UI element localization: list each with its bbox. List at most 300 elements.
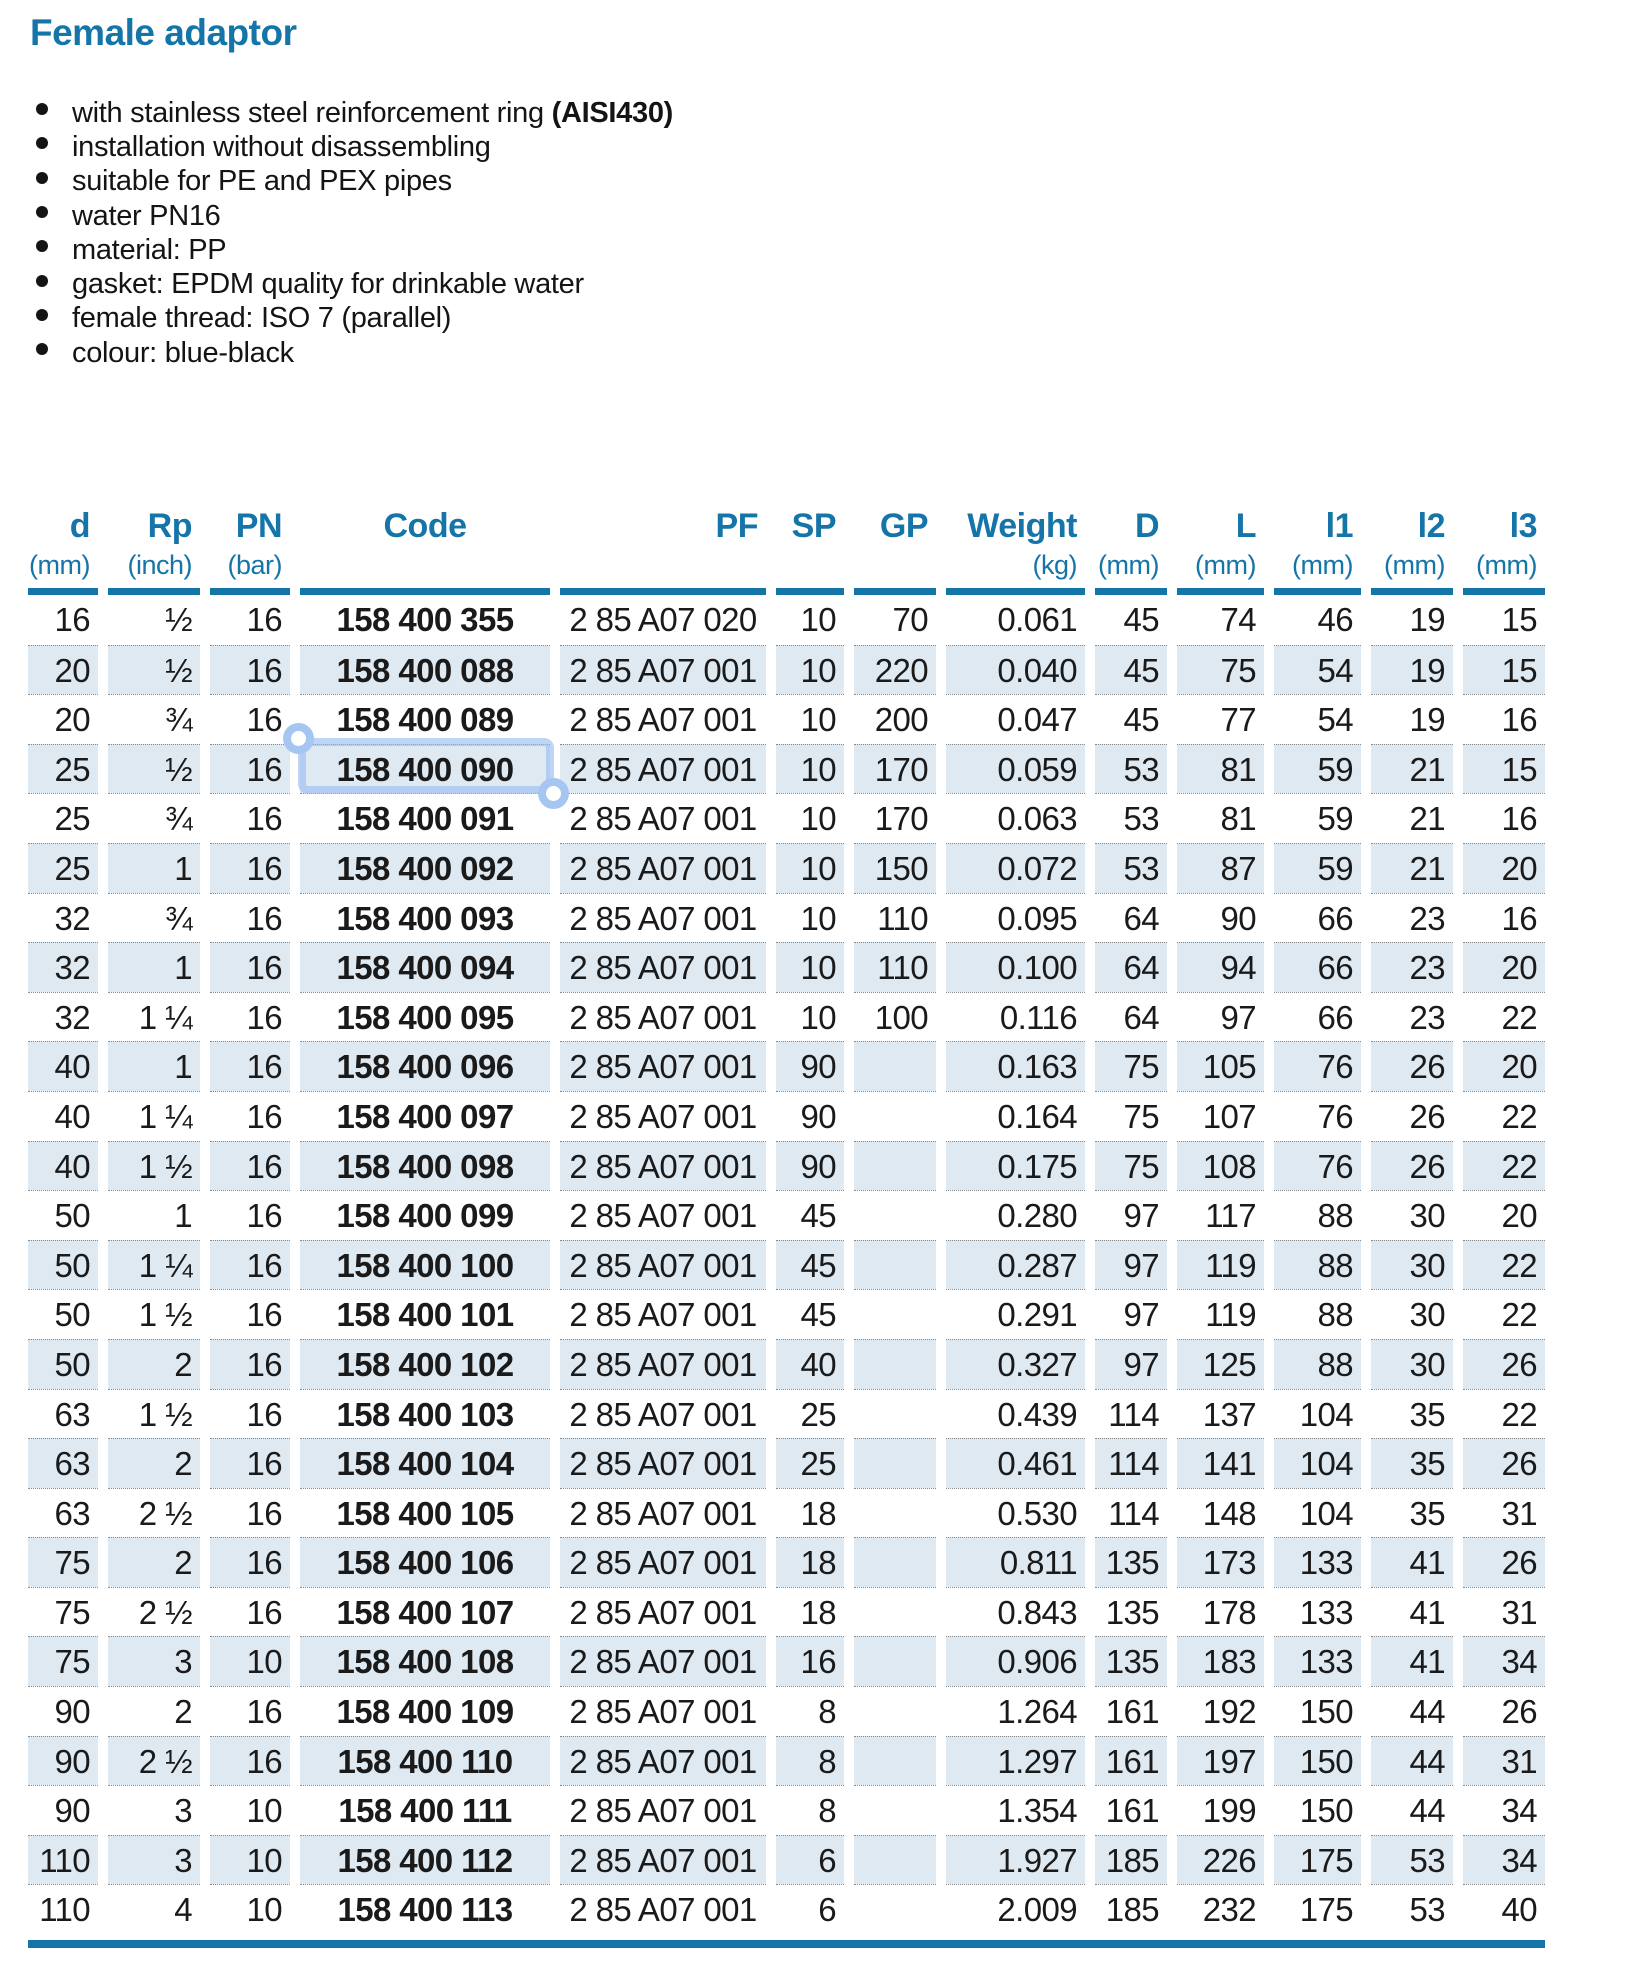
table-cell: 16 <box>210 1736 290 1786</box>
table-cell: 31 <box>1463 1736 1545 1786</box>
feature-text-wrap <box>72 268 584 301</box>
table-cell: 158 400 112 <box>300 1835 550 1885</box>
table-cell: 8 <box>776 1785 844 1835</box>
table-cell: 26 <box>1463 1537 1545 1587</box>
table-cell: 45 <box>1123 601 1159 638</box>
table-cell: 21 <box>1371 744 1453 794</box>
feature-text: colour: blue-black <box>72 336 294 369</box>
table-cell: 185 <box>1095 1884 1167 1934</box>
table-cell: 6 <box>776 1884 844 1934</box>
table-cell <box>854 1190 936 1240</box>
table-cell: 0.164 <box>946 1091 1085 1141</box>
table-cell: 192 <box>1177 1686 1264 1736</box>
selection-handle-top-left[interactable] <box>283 723 314 754</box>
table-cell: 19 <box>1371 645 1453 695</box>
table-cell: 25 <box>776 1438 844 1488</box>
table-cell: 26 <box>1463 1339 1545 1389</box>
table-cell: 100 <box>854 992 936 1042</box>
column-label: l2 <box>1417 507 1445 545</box>
table-cell: 88 <box>1274 1190 1361 1240</box>
table-cell: 1 ¼ <box>108 992 200 1042</box>
table-cell: 1 ½ <box>108 1389 200 1439</box>
table-row <box>28 843 1545 893</box>
table-cell: 22 <box>1463 1389 1545 1439</box>
table-cell: 21 <box>1371 843 1453 893</box>
feature-text: with stainless steel reinforcement ring <box>72 96 552 129</box>
table-cell: 2 85 A07 001 <box>560 992 766 1042</box>
table-cell: 3 <box>108 1785 200 1835</box>
table-cell: 90 <box>28 1785 98 1835</box>
table-cell: 4 <box>108 1884 200 1934</box>
table-cell: 90 <box>776 1091 844 1141</box>
table-cell: 173 <box>1177 1537 1264 1587</box>
feature-item <box>32 199 673 233</box>
table-cell: 81 <box>1177 793 1264 843</box>
column-unit: (mm) <box>1292 550 1353 580</box>
column-unit: (mm) <box>29 550 90 580</box>
table-cell <box>854 1587 936 1637</box>
table-cell: 158 400 110 <box>300 1736 550 1786</box>
table-cell: 22 <box>1463 1141 1545 1191</box>
table-cell: 88 <box>1274 1289 1361 1339</box>
table-cell: 114 <box>1095 1488 1167 1538</box>
table-cell: 148 <box>1177 1488 1264 1538</box>
table-row <box>28 1884 1545 1934</box>
feature-text-bold: (AISI430) <box>551 96 674 129</box>
table-cell: 20 <box>1463 843 1545 893</box>
bullet-icon <box>36 275 48 287</box>
table-cell: 97 <box>1095 1339 1167 1389</box>
table-cell: 2 85 A07 001 <box>560 1339 766 1389</box>
table-cell: 10 <box>776 893 844 943</box>
column-header <box>776 506 844 595</box>
table-cell: 16 <box>210 1438 290 1488</box>
table-cell: 97 <box>1177 992 1264 1042</box>
table-cell: ½ <box>165 601 192 638</box>
table-cell: 76 <box>1274 1041 1361 1091</box>
table-cell: 59 <box>1274 744 1361 794</box>
table-cell: 41 <box>1371 1636 1453 1686</box>
table-cell: 0.100 <box>946 942 1085 992</box>
table-cell: 104 <box>1274 1488 1361 1538</box>
table-cell: 3 <box>108 1636 200 1686</box>
table-cell: 97 <box>1095 1190 1167 1240</box>
table-cell: 1 ¼ <box>108 1240 200 1290</box>
table-cell: 1 ½ <box>108 1289 200 1339</box>
selection-handle-bottom-right[interactable] <box>538 778 569 809</box>
column-unit <box>776 548 836 582</box>
table-cell: 175 <box>1274 1835 1361 1885</box>
table-cell: 119 <box>1177 1289 1264 1339</box>
table-cell: 8 <box>776 1686 844 1736</box>
table-cell: 35 <box>1371 1488 1453 1538</box>
table-cell: 23 <box>1371 992 1453 1042</box>
table-cell: 137 <box>1177 1389 1264 1439</box>
table-cell: 200 <box>854 694 936 744</box>
table-cell: 64 <box>1095 992 1167 1042</box>
table-cell: 16 <box>210 1686 290 1736</box>
table-row <box>28 694 1545 744</box>
table-row <box>28 1835 1545 1885</box>
table-cell: 18 <box>776 1587 844 1637</box>
table-cell: 10 <box>776 992 844 1042</box>
table-cell: 158 400 093 <box>300 893 550 943</box>
table-cell: 40 <box>776 1339 844 1389</box>
table-cell: 16 <box>210 843 290 893</box>
table-cell: 54 <box>1274 645 1361 695</box>
table-cell: 135 <box>1095 1587 1167 1637</box>
table-cell: 170 <box>854 793 936 843</box>
table-cell: 158 400 095 <box>300 992 550 1042</box>
table-cell: 161 <box>1095 1785 1167 1835</box>
table-cell: 75 <box>1095 1041 1167 1091</box>
table-cell: 41 <box>1371 1537 1453 1587</box>
table-cell: 41 <box>1371 1587 1453 1637</box>
table-row <box>28 1587 1545 1637</box>
column-unit: (mm) <box>1384 550 1445 580</box>
table-cell: 175 <box>1274 1884 1361 1934</box>
table-cell: ¾ <box>108 793 200 843</box>
table-cell: 76 <box>1274 1091 1361 1141</box>
table-cell: 77 <box>1177 694 1264 744</box>
bullet-icon <box>36 172 48 184</box>
table-cell: 25 <box>28 843 98 893</box>
feature-text-wrap <box>72 97 673 130</box>
table-cell <box>854 1686 936 1736</box>
table-cell: 16 <box>210 1041 290 1091</box>
table-cell: 66 <box>1274 992 1361 1042</box>
column-label: l1 <box>1325 507 1353 545</box>
table-cell: 0.116 <box>946 992 1085 1042</box>
table-cell: 197 <box>1177 1736 1264 1786</box>
table-cell: 30 <box>1371 1289 1453 1339</box>
table-cell: 2 85 A07 001 <box>560 793 766 843</box>
table-row <box>28 1736 1545 1786</box>
table-cell: 53 <box>1371 1884 1453 1934</box>
table-cell: 53 <box>1095 843 1167 893</box>
table-cell: 94 <box>1177 942 1264 992</box>
table-cell: 16 <box>210 793 290 843</box>
column-unit: (mm) <box>1098 550 1159 580</box>
table-cell: 158 400 109 <box>300 1686 550 1736</box>
table-cell: 31 <box>1463 1488 1545 1538</box>
table-cell: 158 400 089 <box>300 694 550 744</box>
table-cell: 20 <box>1463 942 1545 992</box>
column-header <box>1463 506 1545 595</box>
table-row <box>28 1041 1545 1091</box>
selection-box[interactable] <box>298 738 554 794</box>
table-cell: 2 85 A07 001 <box>560 942 766 992</box>
table-cell: 150 <box>1274 1686 1361 1736</box>
column-header <box>1177 506 1264 595</box>
table-cell: 0.095 <box>946 893 1085 943</box>
table-cell <box>854 1289 936 1339</box>
table-cell: 2 85 A07 001 <box>560 744 766 794</box>
table-cell: 15 <box>1463 744 1545 794</box>
column-label: Weight <box>967 507 1077 545</box>
table-cell: 2 85 A07 001 <box>560 893 766 943</box>
table-cell: 19 <box>1371 694 1453 744</box>
table-row <box>28 1389 1545 1439</box>
table-cell: 2 <box>108 1537 200 1587</box>
table-cell: 45 <box>776 1190 844 1240</box>
table-cell: 158 400 096 <box>300 1041 550 1091</box>
table-cell: 158 400 103 <box>300 1389 550 1439</box>
table-row <box>28 1190 1545 1240</box>
table-cell: 44 <box>1371 1686 1453 1736</box>
table-cell <box>854 1141 936 1191</box>
table-row <box>28 942 1545 992</box>
table-cell: 104 <box>1274 1389 1361 1439</box>
table-cell: 16 <box>1463 694 1545 744</box>
feature-text: water PN16 <box>72 199 221 232</box>
table-cell: 2 85 A07 020 <box>569 601 757 638</box>
table-cell: 2 85 A07 001 <box>560 1289 766 1339</box>
table-cell: 3 <box>108 1835 200 1885</box>
table-cell: 0.291 <box>946 1289 1085 1339</box>
table-cell: ¾ <box>108 694 200 744</box>
table-cell: 45 <box>1095 694 1167 744</box>
feature-text-wrap <box>72 234 226 267</box>
table-cell: 35 <box>1371 1438 1453 1488</box>
table-cell <box>854 1091 936 1141</box>
column-unit <box>560 548 758 582</box>
table-cell: 75 <box>1095 1141 1167 1191</box>
table-cell: 2 85 A07 001 <box>560 1141 766 1191</box>
table-cell: 0.530 <box>946 1488 1085 1538</box>
column-unit <box>854 548 928 582</box>
table-cell: 2 ½ <box>108 1736 200 1786</box>
column-header <box>1371 506 1453 595</box>
table-cell: 97 <box>1095 1240 1167 1290</box>
table-cell: 2 85 A07 001 <box>560 694 766 744</box>
column-header <box>854 506 936 595</box>
table-cell: 34 <box>1463 1835 1545 1885</box>
table-cell: 16 <box>210 694 290 744</box>
table-cell: 135 <box>1095 1537 1167 1587</box>
table-cell: 16 <box>210 1141 290 1191</box>
table-header-row <box>28 506 1545 595</box>
table-cell: 2 85 A07 001 <box>560 1438 766 1488</box>
table-cell: 0.811 <box>946 1537 1085 1587</box>
table-cell: 16 <box>776 1636 844 1686</box>
table-cell: 6 <box>776 1835 844 1885</box>
table-cell: 150 <box>854 843 936 893</box>
table-cell <box>854 1339 936 1389</box>
table-cell: 135 <box>1095 1636 1167 1686</box>
table-cell: 199 <box>1177 1785 1264 1835</box>
feature-text-wrap <box>72 131 491 164</box>
table-cell: 26 <box>1371 1041 1453 1091</box>
table-cell: 2 85 A07 001 <box>560 843 766 893</box>
table-row <box>28 893 1545 943</box>
bullet-icon <box>36 309 48 321</box>
table-cell: 0.461 <box>946 1438 1085 1488</box>
table-cell: 90 <box>1177 893 1264 943</box>
table-cell: 23 <box>1371 942 1453 992</box>
table-cell: ¾ <box>108 893 200 943</box>
table-cell: 66 <box>1274 942 1361 992</box>
table-cell: 87 <box>1177 843 1264 893</box>
table-cell: 2 <box>108 1686 200 1736</box>
column-header <box>560 506 766 595</box>
table-cell: 185 <box>1095 1835 1167 1885</box>
feature-item <box>32 267 673 301</box>
column-header <box>1274 506 1361 595</box>
table-cell: 158 400 108 <box>300 1636 550 1686</box>
table-cell: 2 ½ <box>108 1587 200 1637</box>
table-cell: 59 <box>1274 793 1361 843</box>
table-row <box>28 1289 1545 1339</box>
table-cell: 16 <box>210 992 290 1042</box>
table-cell: 16 <box>210 1240 290 1290</box>
table-cell: 158 400 104 <box>300 1438 550 1488</box>
table-row <box>28 1438 1545 1488</box>
column-header <box>108 506 200 595</box>
table-cell: 88 <box>1274 1339 1361 1389</box>
table-cell: 1 <box>108 1190 200 1240</box>
table-cell: 2 85 A07 001 <box>560 1240 766 1290</box>
feature-item <box>32 302 673 336</box>
table-cell: 53 <box>1095 744 1167 794</box>
table-cell: 16 <box>210 1389 290 1439</box>
table-cell: 158 400 092 <box>300 843 550 893</box>
column-label: D <box>1134 507 1159 545</box>
table-cell: 16 <box>210 645 290 695</box>
feature-item <box>32 233 673 267</box>
table-cell: 2 85 A07 001 <box>560 1488 766 1538</box>
table-cell: 158 400 100 <box>300 1240 550 1290</box>
bullet-icon <box>36 103 48 115</box>
table-cell: 2.009 <box>946 1884 1085 1934</box>
table-cell: 53 <box>1371 1835 1453 1885</box>
table-row <box>28 1686 1545 1736</box>
table-cell: 10 <box>210 1884 290 1934</box>
table-cell: 10 <box>776 942 844 992</box>
table-row <box>28 595 1545 645</box>
table-cell: 22 <box>1463 1289 1545 1339</box>
table-cell: 20 <box>1463 1041 1545 1091</box>
table-cell: 1 ¼ <box>108 1091 200 1141</box>
table-cell: 16 <box>210 1091 290 1141</box>
feature-text-wrap <box>72 302 451 335</box>
table-bottom-rule <box>28 1940 1545 1948</box>
table-cell: 0.047 <box>946 694 1085 744</box>
table-cell: 90 <box>28 1686 98 1736</box>
table-cell: 31 <box>1463 1587 1545 1637</box>
table-cell: 1.354 <box>946 1785 1085 1835</box>
table-cell: 16 <box>210 1339 290 1389</box>
table-cell: 158 400 099 <box>300 1190 550 1240</box>
column-unit: (kg) <box>1032 550 1077 580</box>
table-cell: 178 <box>1177 1587 1264 1637</box>
table-cell: 158 400 106 <box>300 1537 550 1587</box>
column-unit <box>300 548 550 582</box>
table-row <box>28 1636 1545 1686</box>
table-cell: 158 400 094 <box>300 942 550 992</box>
table-cell <box>854 1884 936 1934</box>
table-cell: 75 <box>1177 645 1264 695</box>
table-cell: 20 <box>28 694 98 744</box>
table-cell <box>854 1389 936 1439</box>
feature-item <box>32 336 673 370</box>
table-cell: 22 <box>1463 1240 1545 1290</box>
table-cell: 2 <box>108 1339 200 1389</box>
table-cell: 220 <box>854 645 936 695</box>
table-cell: 45 <box>776 1289 844 1339</box>
table-cell: 40 <box>28 1091 98 1141</box>
table-cell: 0.175 <box>946 1141 1085 1191</box>
table-row <box>28 793 1545 843</box>
table-cell: 30 <box>1371 1240 1453 1290</box>
table-cell: 0.040 <box>946 645 1085 695</box>
feature-item <box>32 165 673 199</box>
table-cell: 26 <box>1371 1091 1453 1141</box>
table-cell: 16 <box>1463 793 1545 843</box>
table-cell: 1 <box>108 1041 200 1091</box>
bullet-icon <box>36 206 48 218</box>
table-cell: 2 85 A07 001 <box>560 1785 766 1835</box>
table-cell: 23 <box>1371 893 1453 943</box>
table-cell: 1 <box>108 843 200 893</box>
table-cell: 50 <box>28 1289 98 1339</box>
table-cell: 10 <box>800 601 836 638</box>
feature-text: suitable for PE and PEX pipes <box>72 165 452 198</box>
table-cell: 10 <box>210 1636 290 1686</box>
table-cell: 97 <box>1095 1289 1167 1339</box>
table-cell: 10 <box>210 1835 290 1885</box>
table-cell: 81 <box>1177 744 1264 794</box>
table-cell: 161 <box>1095 1686 1167 1736</box>
column-unit: (bar) <box>227 550 282 580</box>
table-cell: 158 400 098 <box>300 1141 550 1191</box>
table-cell: 0.063 <box>946 793 1085 843</box>
table-cell: 19 <box>1409 601 1445 638</box>
table-cell: 16 <box>210 1289 290 1339</box>
table-cell: 10 <box>776 744 844 794</box>
column-label: l3 <box>1509 507 1537 545</box>
table-cell: 64 <box>1095 893 1167 943</box>
table-cell: 141 <box>1177 1438 1264 1488</box>
table-cell: 158 400 111 <box>300 1785 550 1835</box>
bullet-icon <box>36 137 48 149</box>
table-cell: 76 <box>1274 1141 1361 1191</box>
column-label: PN <box>235 507 282 545</box>
table-cell: 110 <box>854 893 936 943</box>
table-cell: 16 <box>210 744 290 794</box>
table-cell: 114 <box>1095 1438 1167 1488</box>
table-cell: 16 <box>210 1537 290 1587</box>
table-cell: 107 <box>1177 1091 1264 1141</box>
table-cell: 2 85 A07 001 <box>560 1091 766 1141</box>
table-cell: 20 <box>28 645 98 695</box>
table-cell: 45 <box>1095 645 1167 695</box>
table-cell: 104 <box>1274 1438 1361 1488</box>
table-cell: 0.287 <box>946 1240 1085 1290</box>
table-cell: 2 85 A07 001 <box>560 645 766 695</box>
table-row <box>28 1141 1545 1191</box>
table-cell: 16 <box>210 1488 290 1538</box>
table-cell: 34 <box>1463 1636 1545 1686</box>
table-cell: 2 <box>108 1438 200 1488</box>
feature-text-wrap <box>72 165 452 198</box>
table-cell: 26 <box>1463 1686 1545 1736</box>
column-label: Rp <box>147 507 192 545</box>
table-cell: 44 <box>1371 1785 1453 1835</box>
table-cell: 54 <box>1274 694 1361 744</box>
table-cell: 0.439 <box>946 1389 1085 1439</box>
table-cell: 75 <box>28 1587 98 1637</box>
